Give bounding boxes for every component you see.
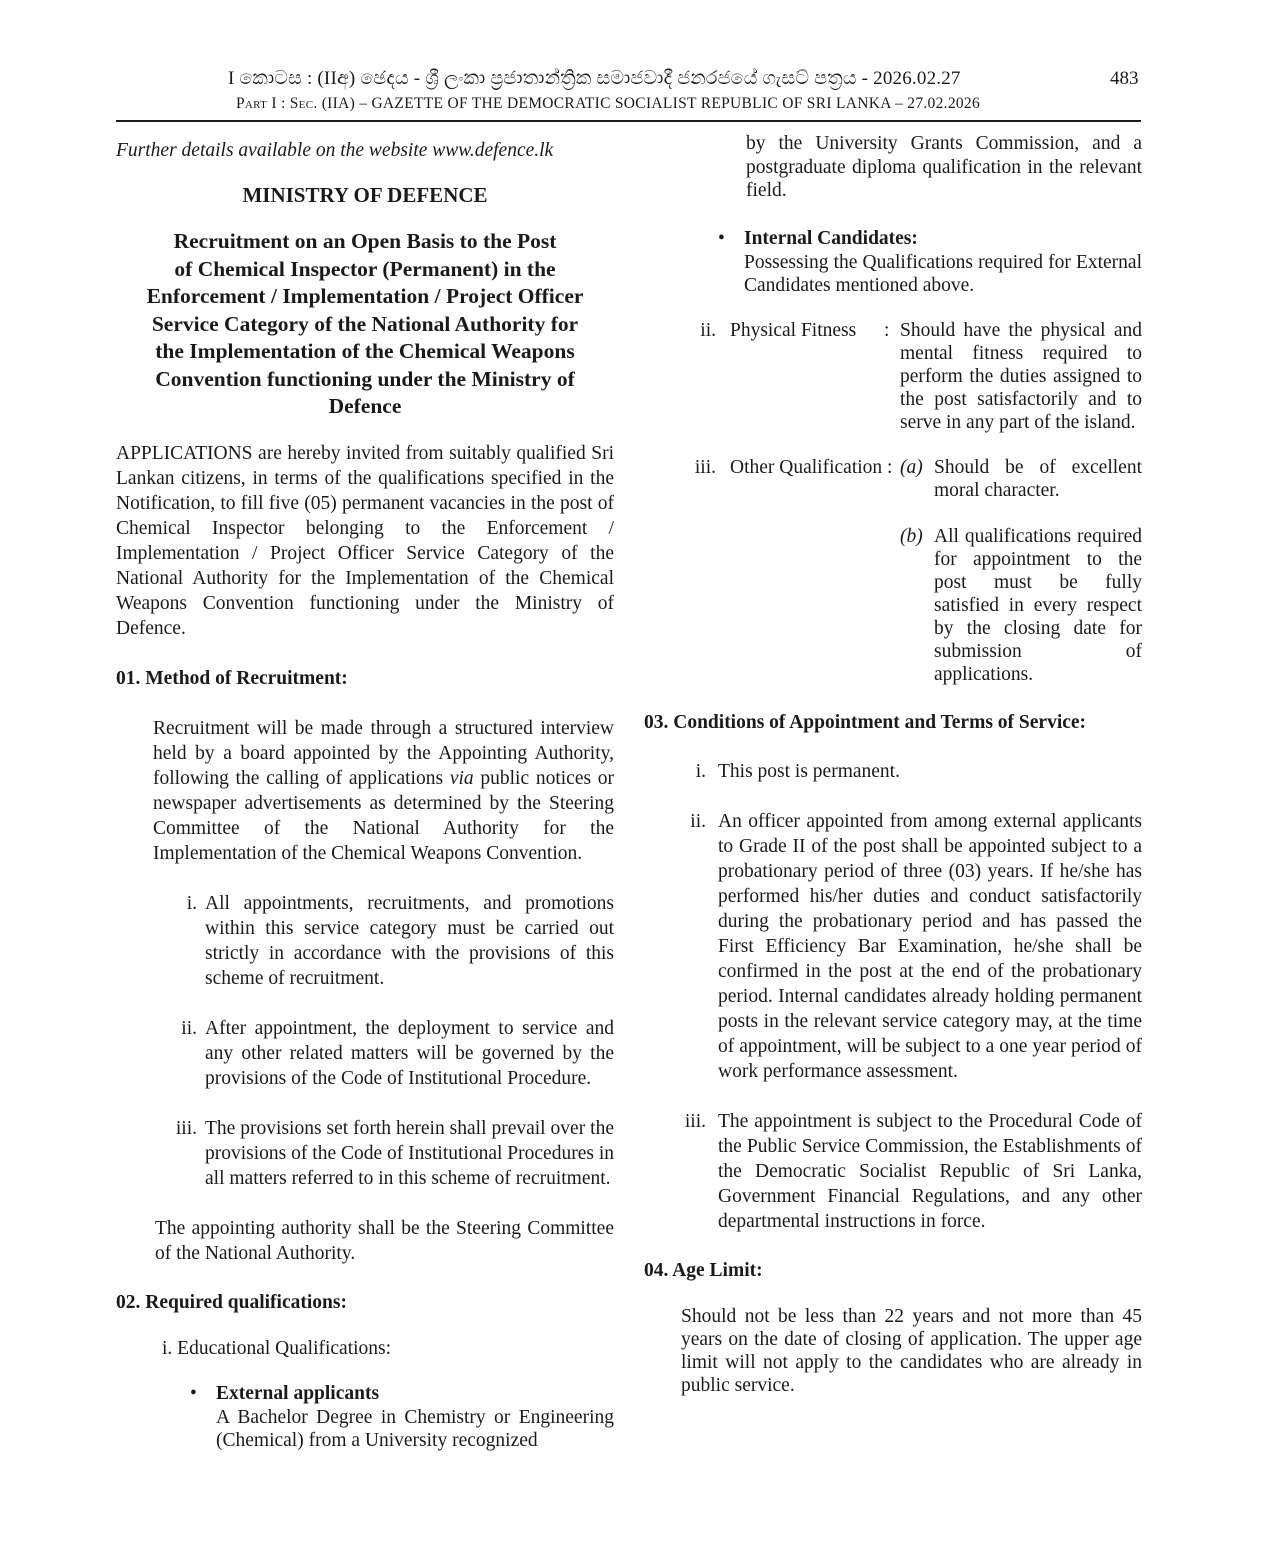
title-line: of Chemical Inspector (Permanent) in the — [174, 256, 556, 281]
applications-paragraph: APPLICATIONS are hereby invited from suitably qualified Sri Lankan citizens, in terms of the qualifications specified in the Notification, to fill five (05) permanent vacancies in the post of Chemical Inspector belonging to the Enforcement / Implementation / Project Officer Service Category of the National Authority for the Implementation of the Chemical Weapons Convention functioning under the Ministry of Defence. — [116, 442, 614, 639]
header-english-line — [236, 95, 980, 113]
header-gazette-title: (IIA) – GAZETTE OF THE DEMOCRATIC SOCIALIST REPUBLIC OF SRI LANKA – 27.02.2026 — [321, 95, 981, 112]
item-number: ii. — [181, 1017, 197, 1039]
sub-label: (a) — [900, 456, 923, 478]
title-line: the Implementation of the Chemical Weapons — [155, 339, 575, 363]
item-number: i. — [186, 892, 197, 914]
section-02-heading: 02. Required qualifications: — [116, 1291, 347, 1313]
ministry-heading: MINISTRY OF DEFENCE — [242, 183, 488, 207]
item-number: iii. — [684, 1110, 706, 1132]
item-text: All appointments, recruitments, and promotions within this service category must be carried out strictly in accordance with the provisions of this scheme of recruitment. — [205, 892, 614, 989]
external-applicants-title: External applicants — [216, 1382, 380, 1404]
item-number: ii. — [690, 810, 706, 832]
title-line: Convention functioning under the Ministry of — [155, 366, 575, 391]
section-03-heading: 03. Conditions of Appointment and Terms of Service: — [644, 711, 1087, 733]
item-text: The provisions set forth herein shall prevail over the provisions of the Code of Institutional Procedures in all matters referred to in this scheme of recruitment. — [205, 1117, 614, 1189]
item-text: After appointment, the deployment to service and any other related matters will be governed by the provisions of the Code of Institutional Procedure. — [205, 1017, 614, 1089]
section-04-heading: 04. Age Limit: — [644, 1259, 763, 1281]
notice-title — [116, 228, 614, 421]
section-03-item — [644, 1109, 1142, 1234]
internal-candidates-text: Possessing the Qualifications required for External Candidates mentioned above. — [744, 251, 1142, 296]
physical-fitness-colon: : — [884, 319, 890, 341]
title-line: Enforcement / Implementation / Project Officer — [146, 284, 584, 308]
other-qualification-subitems — [900, 456, 1142, 686]
right-column — [644, 132, 1142, 1397]
other-qualification-b — [900, 525, 1142, 686]
external-applicants-item — [190, 1381, 614, 1452]
section-01-closing: The appointing authority shall be the Steering Committee of the National Authority. — [155, 1217, 614, 1264]
external-applicants-text: A Bachelor Degree in Chemistry or Engineering (Chemical) from a University recognized — [216, 1406, 614, 1451]
section-01-item — [153, 891, 614, 991]
internal-candidates-item — [718, 226, 1142, 297]
other-qualification-label: Other Qualification : — [730, 456, 893, 478]
header-part-label: Part I : Sec. — [236, 95, 318, 112]
sec01-text-a: Recruitment will be made through a structured interview held by a board appointed by the Appointing Authority, following the calling of applications — [153, 717, 614, 789]
sec01-text-via: via — [449, 767, 474, 789]
item-number: iii. — [175, 1117, 197, 1139]
title-line: Defence — [328, 394, 402, 418]
section-01-item — [153, 1116, 614, 1191]
section-01-heading: 01. Method of Recruitment: — [116, 667, 348, 689]
external-applicants-continued: by the University Grants Commission, and a postgraduate diploma qualification in the relevant field. — [746, 133, 1142, 201]
title-line: Recruitment on an Open Basis to the Post — [173, 229, 557, 253]
physical-fitness-text: Should have the physical and mental fitness required to perform the duties assigned to the post satisfactorily and to serve in any part of the island. — [900, 319, 1142, 433]
age-limit-text: Should not be less than 22 years and not more than 45 years on the date of closing of application. The upper age limit will not apply to the candidates who are already in public service. — [681, 1305, 1142, 1396]
header-rule — [116, 120, 1141, 122]
sec01-text-b: public notices or newspaper advertisements as determined by the Steering Committee of the National Authority for the Implementation of the Chemical Weapons Convention. — [153, 767, 615, 864]
sub-text: All qualifications required for appointment to the post must be fully satisfied in every respect by the closing date for submission of applications. — [934, 525, 1142, 685]
sub-text: Should be of excellent moral character. — [934, 456, 1142, 501]
item-text: The appointment is subject to the Procedural Code of the Public Service Commission, the Establishments of the Democratic Socialist Republic of Sri Lanka, Government Financial Regulations, and any other departmental instructions in force. — [718, 1110, 1142, 1232]
page-number: 483 — [1110, 68, 1139, 89]
item-text: An officer appointed from among external applicants to Grade II of the post shall be appointed subject to a probationary period of three (03) years. If he/she has performed his/her duties and conduct satisfactorily during the probationary period and has passed the First Efficiency Bar Examination, he/she shall be confirmed in the post at the end of the probationary period. Internal candidates already holding permanent posts in the relevant service category may, at the time of appointment, will be subject to a one year period of work performance assessment. — [718, 810, 1142, 1082]
section-03-item — [644, 809, 1142, 1084]
physical-fitness-number: ii. — [700, 319, 716, 341]
title-line: Service Category of the National Authority for — [151, 311, 579, 336]
section-03-item — [644, 759, 1142, 784]
section-01-paragraph — [153, 716, 614, 866]
physical-fitness-row — [644, 319, 1142, 434]
page-header — [0, 64, 1275, 124]
physical-fitness-label: Physical Fitness — [730, 319, 857, 341]
left-column — [116, 138, 614, 1452]
bullet: • — [190, 1382, 197, 1404]
header-sinhala-line: I කොටස : (IIඅ) ඡෙදය - ශ්‍රී ලංකා ප්‍රජාතාන්ත්‍රික සමාජවාදී ජනරජයේ ගැසට් පත්‍රය - 2026.02.27 — [228, 68, 961, 89]
section-01-item — [153, 1016, 614, 1091]
other-qualification-row — [644, 456, 1142, 686]
sub-label: (b) — [900, 525, 923, 547]
internal-candidates-title: Internal Candidates: — [744, 227, 918, 249]
educational-qualifications-label: i. Educational Qualifications: — [162, 1337, 392, 1359]
website-note: Further details available on the website www.defence.lk — [116, 140, 554, 161]
other-qualification-label-wrap — [716, 456, 900, 686]
item-text: This post is permanent. — [718, 760, 900, 782]
physical-fitness-label-wrap — [716, 319, 884, 434]
item-number: i. — [695, 760, 706, 782]
bullet: • — [718, 227, 725, 249]
other-qualification-number: iii. — [694, 456, 716, 478]
other-qualification-a — [900, 456, 1142, 502]
